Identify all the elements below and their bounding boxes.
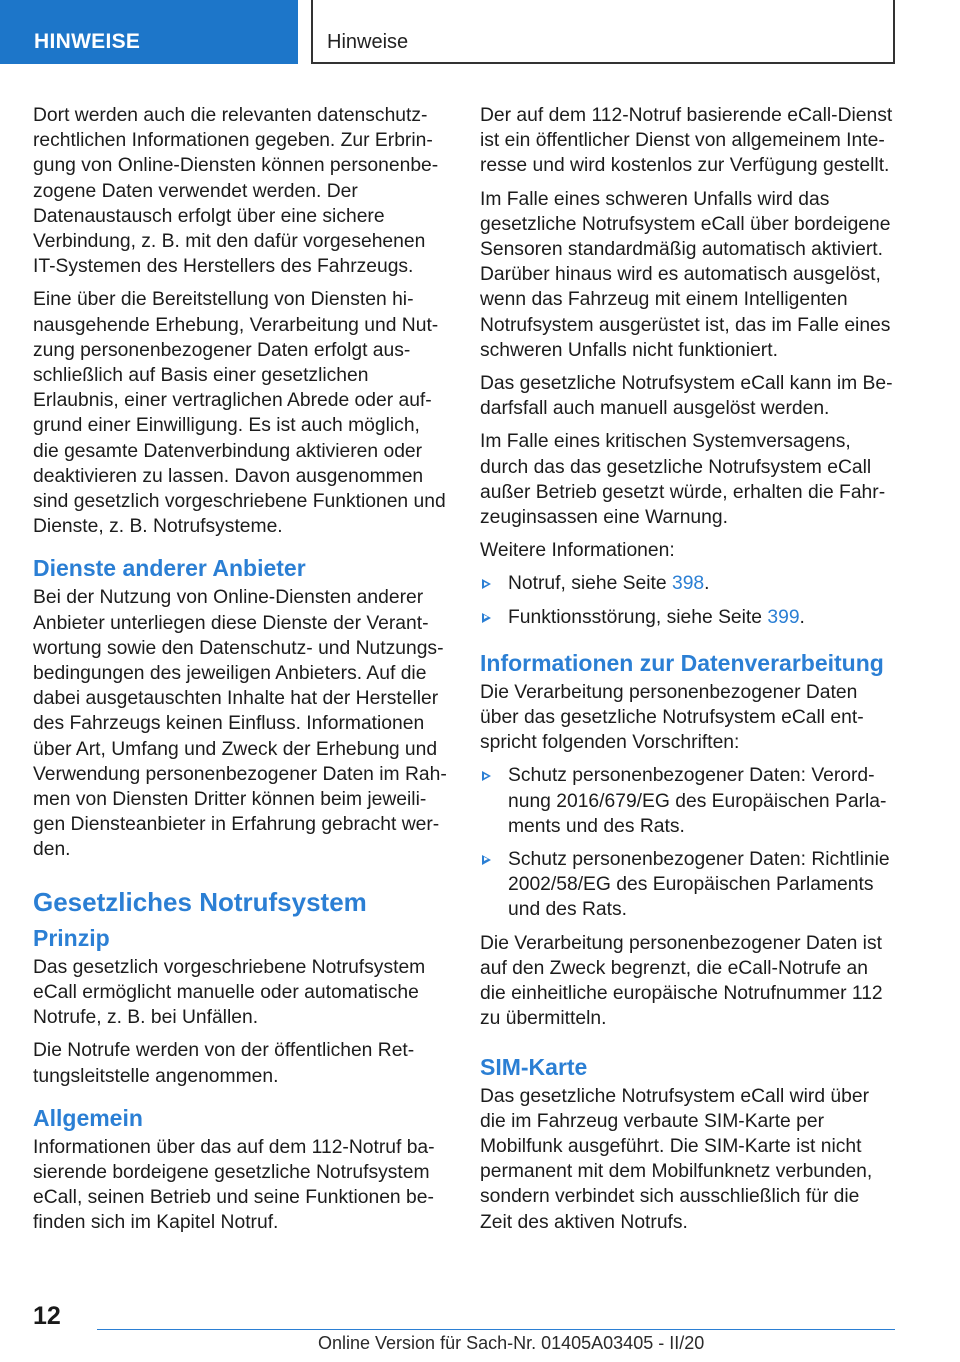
list-item — [480, 763, 896, 839]
paragraph: Informationen über das auf dem 112-Notruf basierende bordeigene gesetzliche Notrufsystem eCall, seinen Betrieb und seine Funktionen befinden sich im Kapitel Notruf. — [33, 1136, 435, 1234]
section-tab[interactable]: HINWEISE — [0, 0, 298, 64]
heading-sim-karte: SIM-Karte — [480, 1053, 588, 1080]
bullet-triangle-icon — [482, 613, 491, 623]
list-item-end: . — [799, 606, 805, 628]
list-item-text: Notruf, siehe Seite — [508, 573, 672, 595]
paragraph: Bei der Nutzung von Online-Diensten anderer Anbieter unterliegen diese Dienste der Verantwortung sowie den Datenschutz- und Nutzungsbedingungen des jeweiligen Anbieters. Auf die dabei ausgetauschten Inhalte hat der Hersteller des Fahrzeugs keinen Einfluss. Informationen über Art, Umfang und Zweck der Erhebung und Verwendung personenbezogener Daten im Rahmen von Diensten Dritter können beim jeweiligen Diensteanbieter in Erfahrung gebracht werden. — [33, 587, 447, 861]
footer-text: Online Version für Sach-Nr. 01405A03405 - II/20 — [318, 1333, 705, 1353]
bullet-triangle-icon — [482, 579, 491, 589]
paragraph: Die Verarbeitung personenbezogener Daten ist auf den Zweck begrenzt, die eCall-Notrufe an die einheitliche europäische Notrufnummer 112 zu übermitteln. — [480, 932, 883, 1030]
right-column — [480, 103, 896, 1243]
paragraph: Die Notrufe werden von der öffentlichen Rettungsleitstelle angenommen. — [33, 1040, 415, 1087]
list-item-text: Schutz personenbezogener Daten: Richtlinie 2002/58/EG des Europäischen Parlaments und des Rats. — [508, 849, 890, 921]
section-title: Hinweise — [311, 0, 895, 64]
left-column — [33, 103, 449, 1244]
heading-prinzip: Prinzip — [33, 924, 110, 951]
footer-divider — [97, 1329, 895, 1330]
paragraph: Dort werden auch die relevanten datenschutzrechtlichen Informationen gegeben. Zur Erbringung von Online-Diensten können personenbezogene Daten verwendet werden. Der Datenaustausch erfolgt über eine sichere Verbindung, z. B. mit den dafür vorgesehenen IT-Systemen des Herstellers des Fahrzeugs. — [33, 105, 439, 278]
heading-informationen-zur-datenverarbeitung: Informationen zur Datenverarbeitung — [480, 649, 884, 676]
heading-dienste-anderer-anbieter: Dienste anderer Anbieter — [33, 555, 306, 582]
paragraph: Das gesetzliche Notrufsystem eCall kann im Bedarfsfall auch manuell ausgelöst werden. — [480, 373, 893, 420]
list-item-end: . — [704, 573, 710, 595]
page-link-398[interactable]: 398 — [671, 573, 705, 595]
page-number: 12 — [33, 1302, 61, 1330]
list-item — [480, 605, 896, 630]
paragraph: Im Falle eines schweren Unfalls wird das gesetzliche Notrufsystem eCall über bordeigene Sensoren standardmäßig automatisch aktiviert. Darüber hinaus wird es automatisch ausgelöst, wenn das Fahrzeug mit einem Intelligenten Notrufsystem ausgerüstet ist, das im Falle eines schweren Unfalls nicht funktioniert. — [480, 188, 891, 361]
paragraph: Weitere Informationen: — [480, 540, 675, 562]
paragraph: Die Verarbeitung personenbezogener Daten über das gesetzliche Notrufsystem eCall entspricht folgenden Vorschriften: — [480, 681, 864, 754]
list-item — [480, 571, 896, 596]
list-item-text: Funktionsstörung, siehe Seite — [508, 606, 768, 628]
list-item-text: Schutz personenbezogener Daten: Verordnung 2016/679/EG des Europäischen Parlaments und des Rats. — [508, 765, 887, 837]
paragraph: Das gesetzliche Notrufsystem eCall wird über die im Fahrzeug verbaute SIM-Karte per Mobilfunk ausgeführt. Die SIM-Karte ist nicht permanent mit dem Mobilfunknetz verbunden, sondern verbindet sich ausschließlich für die Zeit des aktiven Notrufs. — [480, 1085, 873, 1233]
page-link-399[interactable]: 399 — [767, 606, 800, 628]
bullet-triangle-icon — [482, 771, 491, 781]
paragraph: Der auf dem 112-Notruf basierende eCall-Dienst ist ein öffentlicher Dienst von allgemeinem Interesse und wird kostenlos zur Verfügung gestellt. — [480, 105, 893, 177]
paragraph: Das gesetzlich vorgeschriebene Notrufsystem eCall ermöglicht manuelle oder automatische Notrufe, z. B. bei Unfällen. — [33, 956, 426, 1029]
bullet-triangle-icon — [482, 855, 491, 865]
paragraph: Eine über die Bereitstellung von Diensten hinausgehende Erhebung, Verarbeitung und Nutzung personenbezogener Daten erfolgt ausschließlich auf Basis einer gesetzlichen Erlaubnis, einer vertraglichen Abrede oder aufgrund einer Einwilligung. Es ist auch möglich, die gesamte Datenverbindung aktivieren oder deaktivieren zu lassen. Davon ausgenommen sind gesetzlich vorgeschriebene Funktionen und Dienste, z. B. Notrufsysteme. — [33, 289, 446, 538]
heading-gesetzliches-notrufsystem: Gesetzliches Notrufsystem — [33, 886, 367, 917]
paragraph: Im Falle eines kritischen Systemversagens, durch das das gesetzliche Notrufsystem eCall außer Betrieb gesetzt würde, erhalten die Fahrzeuginsassen eine Warnung. — [480, 431, 886, 529]
list-item — [480, 847, 896, 923]
heading-allgemein: Allgemein — [33, 1104, 143, 1131]
